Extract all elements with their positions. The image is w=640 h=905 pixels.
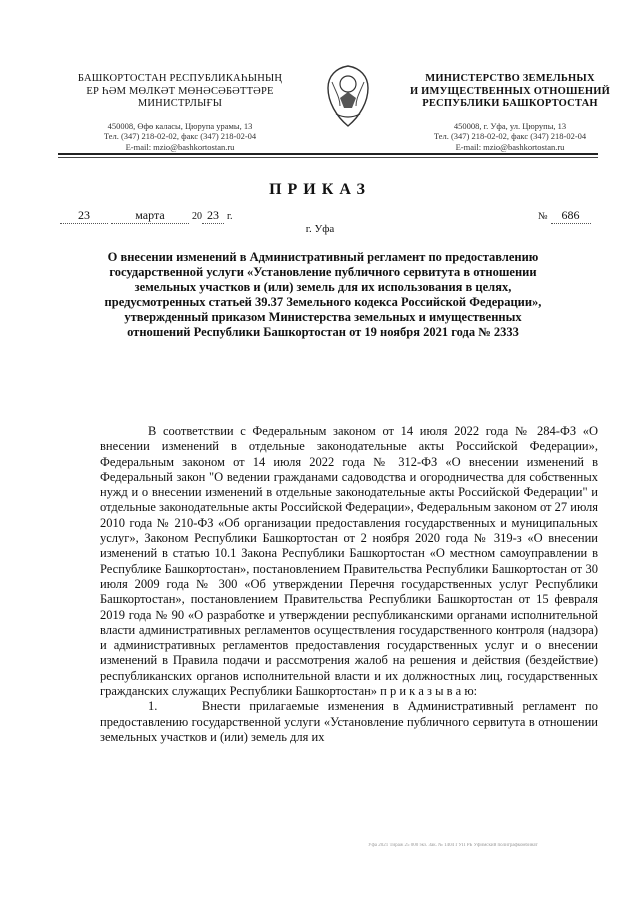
header-divider-thin bbox=[58, 157, 598, 158]
org-line: РЕСПУБЛИКИ БАШКОРТОСТАН bbox=[422, 98, 598, 109]
date-line bbox=[60, 208, 232, 224]
date-year-letter: г. bbox=[227, 211, 233, 222]
item-1-paragraph: 1. Внести прилагаемые изменения в Административный регламент по предоставлению государственной услуги «Установление публичного сервитута в отношении земельных участков и (или) земель для их bbox=[100, 699, 598, 744]
date-day: 23 bbox=[60, 208, 108, 224]
phone-left: Тел. (347) 218-02-02, факс (347) 218-02-04 bbox=[103, 131, 257, 141]
org-name-bashkir bbox=[55, 73, 305, 111]
document-title: ПРИКАЗ bbox=[269, 181, 371, 198]
date-month: марта bbox=[111, 208, 189, 224]
city-line: г. Уфа bbox=[305, 223, 335, 235]
date-year-prefix: 20 bbox=[192, 211, 202, 222]
email-right: E-mail: mzio@bashkortostan.ru bbox=[455, 141, 565, 152]
preamble-paragraph: В соответствии с Федеральным законом от 14 июля 2022 года № 284-ФЗ «О внесении изменений в отдельные законодательные акты Российской Федерации», Федеральным законом от 14 июля 2022 года № 312-ФЗ «О внесении изменений в Федеральный закон "О ведении гражданами садоводства и огородничества для собственных нужд и о внесении изменений в отдельные законодательные акты Российской Федерации" и отдельные законодательные акты Российской Федерации», Федеральным законом от 27 июля 2010 года № 210-ФЗ «Об организации предоставления государственных и муниципальных услуг», Законом Республики Башкортостан от 2 ноября 2020 года № 319-з «О внесении изменений в статью 10.1 Закона Республики Башкортостан «О местном самоуправлении в Республике Башкортостан», постановлением Правительства Республики Башкортостан от 30 июля 2009 года № 300 «Об утверждении Перечня государственных услуг Республики Башкортостан», постановлением Правительства Республики Башкортостан от 15 февраля 2019 года № 90 «О разработке и утверждении республиканскими органами исполнительной власти административных регламентов осуществления государственного контроля (надзора) и административных регламентов предоставления государственных услуг и о внесении изменений в Правила подачи и рассмотрения жалоб на решения и действия (бездействие) республиканских органов исполнительной власти и их должностных лиц, государственных гражданских служащих Республики Башкортостан» п р и к а з ы в а ю: bbox=[100, 424, 598, 699]
org-line: ЕР ҺӘМ МӨЛКӘТ МӨНӘСӘБӘТТӘРЕ bbox=[86, 85, 274, 97]
org-line: МИНИСТРЛЫҒЫ bbox=[137, 98, 223, 109]
email-left: E-mail: mzio@bashkortostan.ru bbox=[125, 141, 235, 152]
org-line: И ИМУЩЕСТВЕННЫХ ОТНОШЕНИЙ bbox=[409, 85, 611, 97]
phone-right: Тел. (347) 218-02-02, факс (347) 218-02-04 bbox=[433, 131, 587, 141]
org-line: МИНИСТЕРСТВО ЗЕМЕЛЬНЫХ bbox=[425, 73, 595, 84]
print-footer: Уфа 2021 Тираж 25 000 экз. Зак. № 1404 ГУП РБ Уфимский полиграфкомбинат bbox=[368, 843, 538, 848]
address-left: 450008, Өфө каласы, Цюрупа урамы, 13 bbox=[107, 120, 253, 131]
number-label: № bbox=[538, 211, 548, 222]
address-right: 450008, г. Уфа, ул. Цюрупы, 13 bbox=[453, 120, 567, 131]
contact-left bbox=[55, 121, 305, 153]
date-year-suffix: 23 bbox=[202, 208, 224, 224]
header-left-block bbox=[55, 73, 305, 152]
number-value: 686 bbox=[551, 208, 591, 224]
order-number bbox=[538, 208, 591, 224]
contact-right bbox=[405, 121, 615, 153]
header-right-block bbox=[405, 73, 615, 152]
header-divider bbox=[58, 153, 598, 155]
document-subject: О внесении изменений в Административный регламент по предоставлению государственной услуги «Установление публичного сервитута в отношении земельных участков и (или) земель для их использования в целях, предусмотренных статьей 39.37 Земельного кодекса Российской Федерации», утвержденный приказом Министерства земельных и имущественных отношений Республики Башкортостан от 19 ноября 2021 года № 2333 bbox=[104, 250, 542, 339]
coat-of-arms-icon bbox=[318, 62, 378, 132]
document-body bbox=[100, 424, 598, 745]
org-line: БАШКОРТОСТАН РЕСПУБЛИКАҺЫНЫҢ bbox=[77, 73, 283, 84]
org-name-russian bbox=[405, 73, 615, 111]
